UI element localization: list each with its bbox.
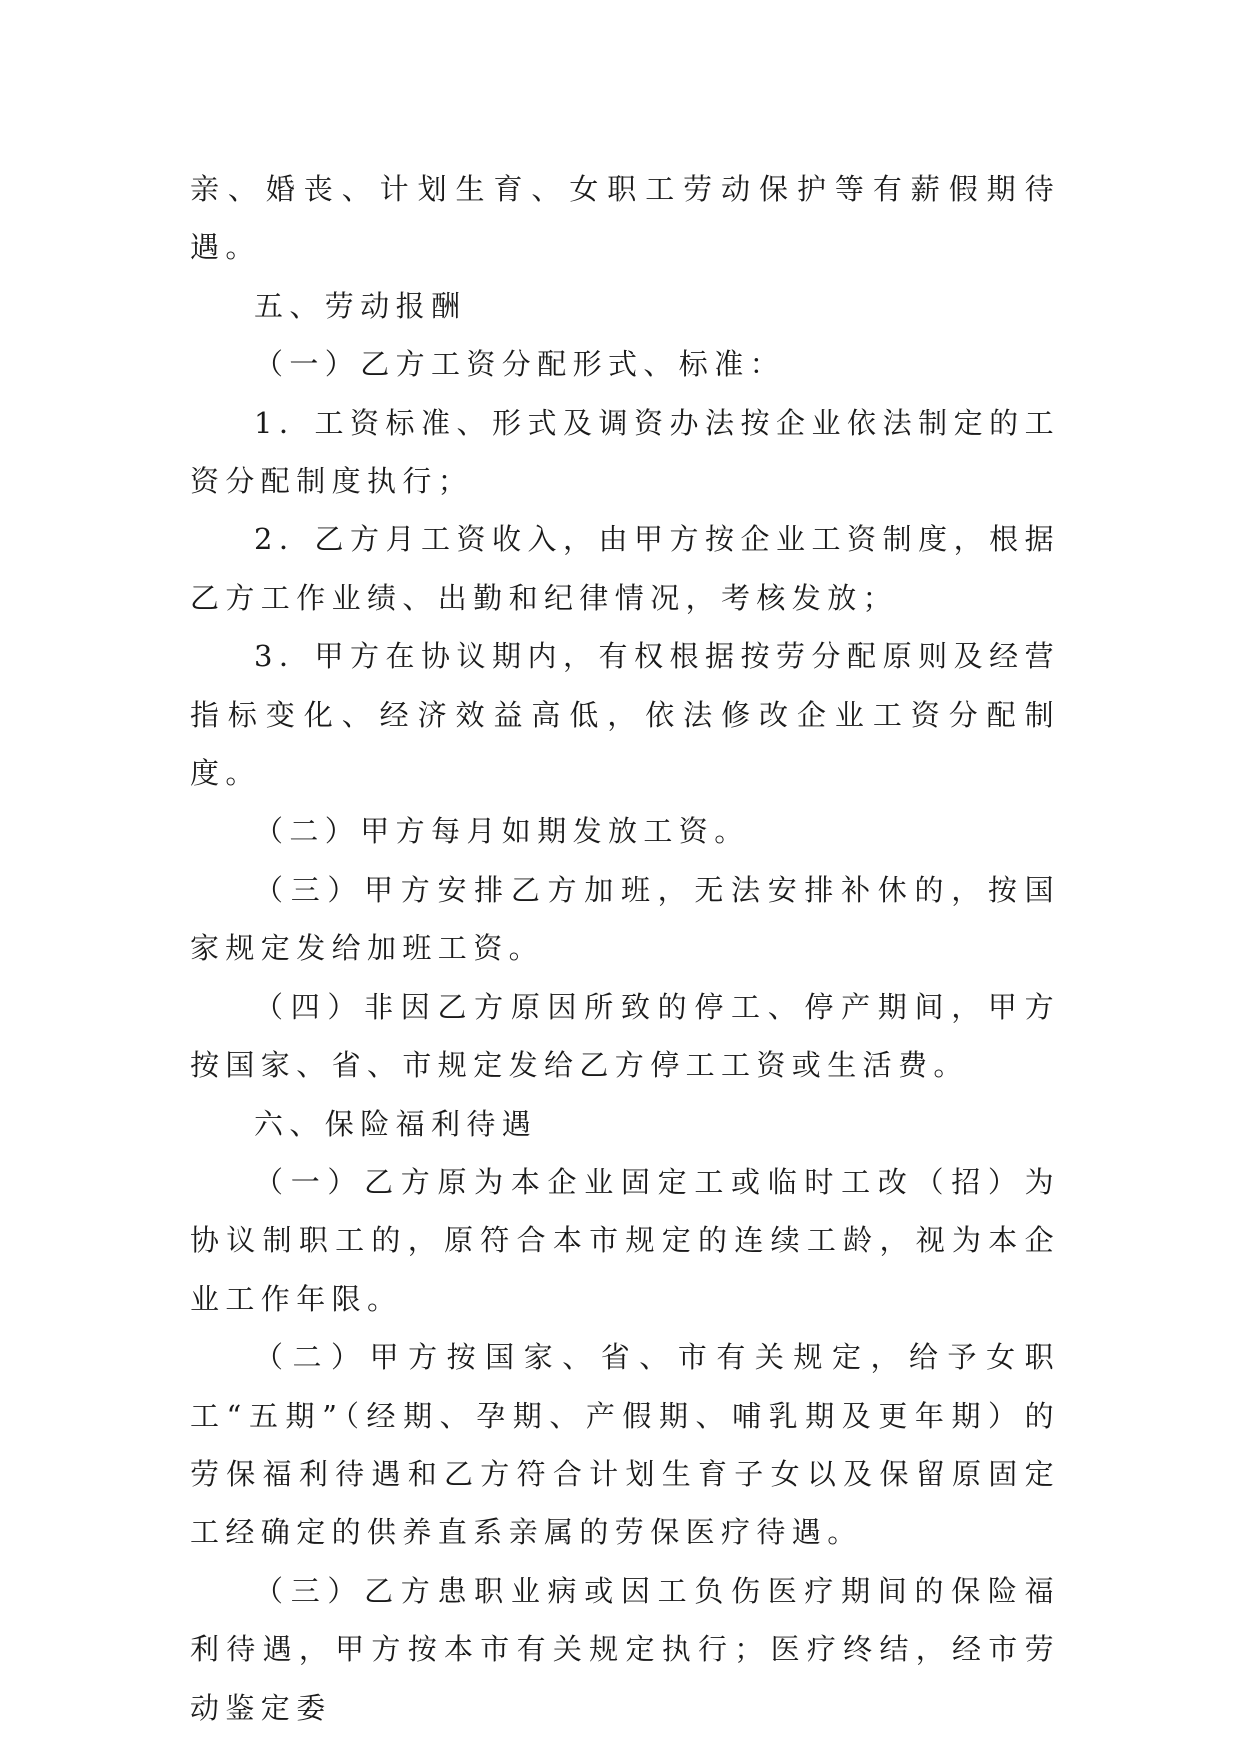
paragraph-wage-form-standard: （一）乙方工资分配形式、标准： (254, 347, 786, 382)
paragraph-work-stoppage-pay: （四）非因乙方原因所致的停工、停产期间，甲方按国家、省、市规定发给乙方停工工资或生活费。 (190, 989, 1060, 1083)
heading-insurance-welfare: 六、保险福利待遇 (254, 1106, 538, 1141)
paragraph-monthly-payment: （二）甲方每月如期发放工资。 (254, 814, 750, 849)
list-item-modify-wage-system: 3．甲方在协议期内，有权根据按劳分配原则及经营指标变化、经济效益高低，依法修改企业工资分配制度。 (190, 639, 1060, 791)
document-body (190, 160, 1060, 1737)
heading-labor-remuneration: 五、劳动报酬 (254, 288, 467, 323)
paragraph-female-worker-benefits: （二）甲方按国家、省、市有关规定，给予女职工“五期”（经期、孕期、产假期、哺乳期及更年期）的劳保福利待遇和乙方符合计划生育子女以及保留原固定工经确定的供养直系亲属的劳保医疗待遇。 (190, 1340, 1060, 1550)
paragraph-occupational-injury: （三）乙方患职业病或因工负伤医疗期间的保险福利待遇，甲方按本市有关规定执行；医疗终结，经市劳动鉴定委 (190, 1573, 1060, 1725)
paragraph-leave-benefits-continued: 亲、婚丧、计划生育、女职工劳动保护等有薪假期待遇。 (190, 172, 1060, 265)
paragraph-overtime-pay: （三）甲方安排乙方加班，无法安排补休的，按国家规定发给加班工资。 (190, 872, 1060, 966)
list-item-monthly-income: 2．乙方月工资收入，由甲方按企业工资制度，根据乙方工作业绩、出勤和纪律情况，考核发放； (190, 522, 1060, 615)
list-item-wage-standard: 1．工资标准、形式及调资办法按企业依法制定的工资分配制度执行； (190, 405, 1060, 499)
paragraph-continuous-service: （一）乙方原为本企业固定工或临时工改（招）为协议制职工的，原符合本市规定的连续工龄，视为本企业工作年限。 (190, 1164, 1060, 1316)
